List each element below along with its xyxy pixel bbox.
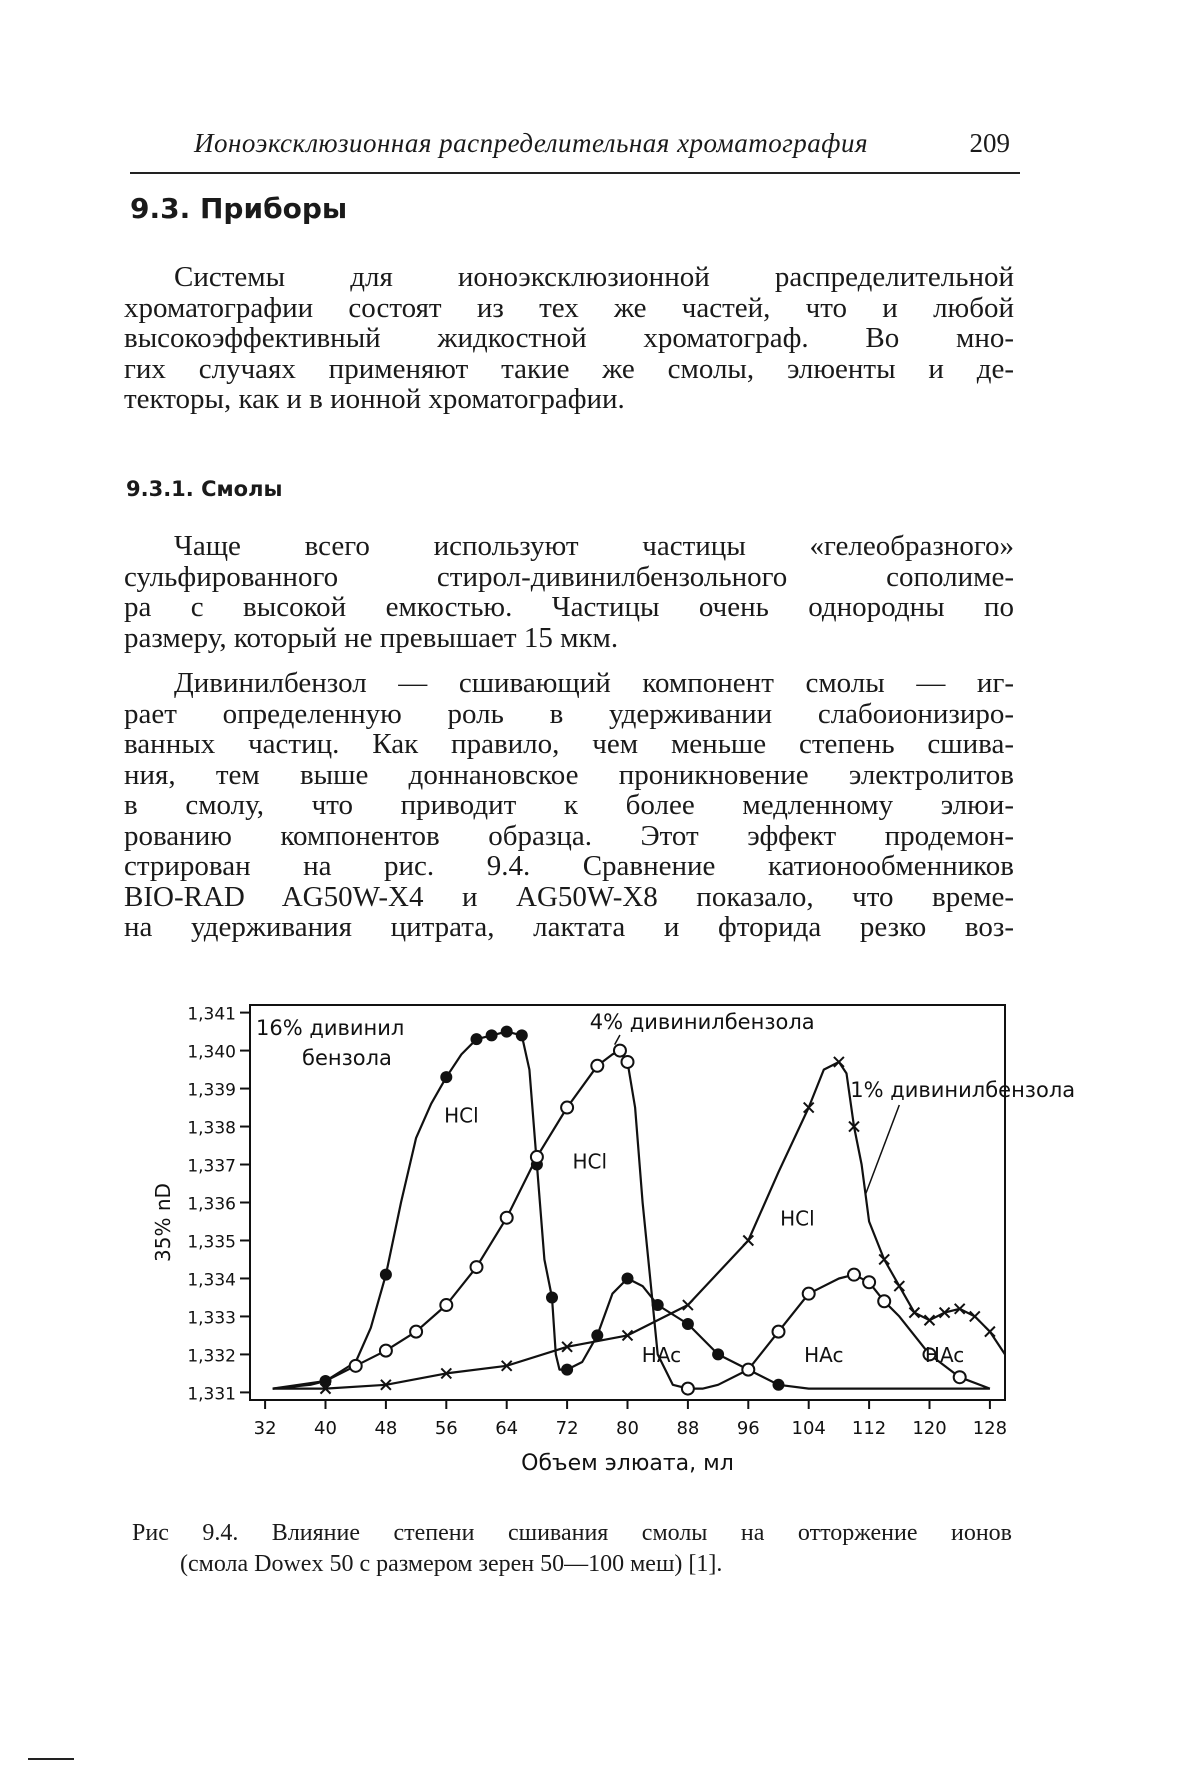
data-point — [440, 1071, 452, 1083]
data-point — [531, 1151, 543, 1163]
data-point — [712, 1348, 724, 1360]
data-point — [848, 1269, 860, 1281]
data-point — [682, 1318, 694, 1330]
data-point — [622, 1272, 634, 1284]
data-point — [863, 1276, 875, 1288]
x-tick-label: 48 — [374, 1418, 398, 1439]
peak-annotation: HAc — [804, 1343, 844, 1368]
data-point — [742, 1364, 754, 1376]
figure-caption-line-1: Рис 9.4. Влияние степени сшивания смолы на отторжение ионов — [132, 1520, 1012, 1546]
x-tick-label: 128 — [972, 1418, 1008, 1439]
y-tick-label: 1,341 — [187, 1004, 236, 1025]
data-point — [471, 1261, 483, 1273]
data-point — [878, 1295, 890, 1307]
data-point — [516, 1029, 528, 1041]
x-tick-label: 40 — [314, 1418, 337, 1439]
text-line: ра с высокой емкостью. Частицы очень однородны по — [124, 591, 1014, 623]
text-line: Чаще всего используют частицы «гелеобразного» — [174, 530, 1014, 562]
text-line: текторы, как и в ионной хроматографии. — [124, 383, 625, 415]
text-line: на удерживания цитрата, лактата и фторида резко воз- — [124, 911, 1014, 943]
y-tick-label: 1,331 — [187, 1384, 236, 1405]
peak-annotation: HCl — [780, 1206, 815, 1231]
data-point — [682, 1383, 694, 1395]
data-point — [546, 1291, 558, 1303]
data-point — [683, 1300, 693, 1310]
x-axis-label: Объем элюата, мл — [521, 1451, 734, 1476]
text-line: гих случаях применяют такие же смолы, элюенты и де- — [124, 352, 1014, 385]
data-point — [380, 1345, 392, 1357]
data-point — [561, 1102, 573, 1114]
text-line: хроматографии состоят из тех же частей, что и любой — [124, 291, 1014, 324]
data-point — [380, 1269, 392, 1281]
data-point — [954, 1371, 966, 1383]
paragraph-3 — [124, 668, 1014, 943]
y-tick-label: 1,337 — [187, 1156, 236, 1177]
subsection-heading: 9.3.1. Смолы — [126, 477, 283, 501]
x-tick-label: 32 — [253, 1418, 277, 1439]
x-tick-label: 56 — [434, 1418, 458, 1439]
x-tick-label: 120 — [912, 1418, 947, 1439]
text-line: рованию компонентов образца. Этот эффект продемон- — [124, 819, 1014, 852]
y-tick-label: 1,338 — [187, 1118, 236, 1139]
data-point — [773, 1379, 785, 1391]
y-tick-label: 1,340 — [187, 1042, 236, 1063]
peak-annotation: HAc — [641, 1343, 682, 1368]
data-point — [970, 1311, 980, 1321]
x-tick-label: 88 — [676, 1418, 700, 1439]
data-point — [486, 1029, 498, 1041]
data-point — [834, 1057, 844, 1067]
data-point — [879, 1254, 889, 1264]
series-line — [273, 1062, 1005, 1389]
text-line: Дивинилбензол — сшивающий компонент смолы — иг- — [174, 667, 1014, 699]
y-axis-label: 35% nD — [151, 1183, 175, 1262]
peak-annotation: HCl — [444, 1103, 479, 1128]
series-3 — [273, 1057, 1005, 1394]
series-label-4: 4% дивинилбензола — [589, 1010, 815, 1034]
peak-annotation: HCl — [572, 1149, 608, 1174]
series-label-1: 1% дивинилбензола — [850, 1078, 1076, 1102]
data-point — [804, 1103, 814, 1113]
data-point — [501, 1212, 513, 1224]
x-tick-label: 80 — [616, 1418, 639, 1439]
text-line: высокоэффективный жидкостной хроматограф. Во мно- — [124, 322, 1014, 354]
x-tick-label: 64 — [495, 1418, 519, 1439]
y-tick-label: 1,335 — [187, 1232, 236, 1253]
data-point — [350, 1360, 362, 1372]
x-tick-label: 96 — [736, 1418, 760, 1439]
text-line: стрирован на рис. 9.4. Сравнение катионообменников — [124, 850, 1014, 882]
figure-9-4-chart — [140, 985, 1076, 1505]
data-point — [471, 1033, 483, 1045]
data-point — [440, 1299, 452, 1311]
text-line: ванных частиц. Как правило, чем меньше степень сшива- — [124, 728, 1014, 760]
y-tick-label: 1,336 — [187, 1194, 236, 1215]
chart-labels — [151, 1010, 1075, 1476]
data-point — [909, 1308, 919, 1318]
paragraph-2 — [124, 531, 1014, 653]
y-tick-label: 1,332 — [187, 1346, 236, 1367]
data-point — [743, 1235, 753, 1245]
paragraph-1 — [124, 262, 1014, 415]
series-label-16: 16% дивинил — [256, 1016, 405, 1040]
running-title: Ионоэксклюзионная распределительная хроматография — [194, 128, 869, 158]
data-point — [894, 1281, 904, 1291]
running-header — [130, 128, 1020, 174]
y-tick-label: 1,339 — [187, 1080, 236, 1101]
x-tick-label: 112 — [851, 1418, 887, 1439]
series-label-1-leader — [865, 1105, 899, 1195]
text-line: рает определенную роль в удерживании слабоионизиро- — [124, 697, 1014, 730]
text-line: Системы для ионоэксклюзионной распределительной — [174, 261, 1014, 293]
series-label-16-line2: бензола — [302, 1046, 392, 1070]
y-tick-label: 1,333 — [187, 1308, 236, 1329]
y-tick-label: 1,334 — [187, 1270, 236, 1291]
data-point — [803, 1288, 815, 1300]
data-point — [410, 1326, 422, 1338]
series-label-4-leader — [615, 1035, 620, 1045]
figure-caption-line-2: (смола Dowex 50 с размером зерен 50—100 меш) [1]. — [180, 1551, 723, 1577]
data-point — [501, 1026, 513, 1038]
section-heading: 9.3. Приборы — [130, 192, 348, 225]
data-point — [622, 1056, 634, 1068]
text-line: размеру, который не превышает 15 мкм. — [124, 621, 619, 654]
x-tick-label: 72 — [555, 1418, 579, 1439]
text-line: ния, тем выше доннановское проникновение электролитов — [124, 758, 1014, 791]
text-line: BIO-RAD AG50W-X4 и AG50W-X8 показало, что време- — [124, 880, 1014, 913]
data-point — [561, 1364, 573, 1376]
text-line: сульфированного стирол-дивинилбензольного сополиме- — [124, 560, 1014, 593]
page-number: 209 — [969, 128, 1010, 158]
peak-annotation: HAc — [924, 1343, 965, 1368]
data-point — [985, 1327, 995, 1337]
data-point — [773, 1326, 785, 1338]
data-point — [591, 1060, 603, 1072]
footnote-rule — [28, 1758, 74, 1760]
x-tick-label: 104 — [791, 1418, 826, 1439]
text-line: в смолу, что приводит к более медленному элюи- — [124, 789, 1014, 821]
data-point — [614, 1045, 626, 1057]
data-point — [925, 1315, 935, 1325]
